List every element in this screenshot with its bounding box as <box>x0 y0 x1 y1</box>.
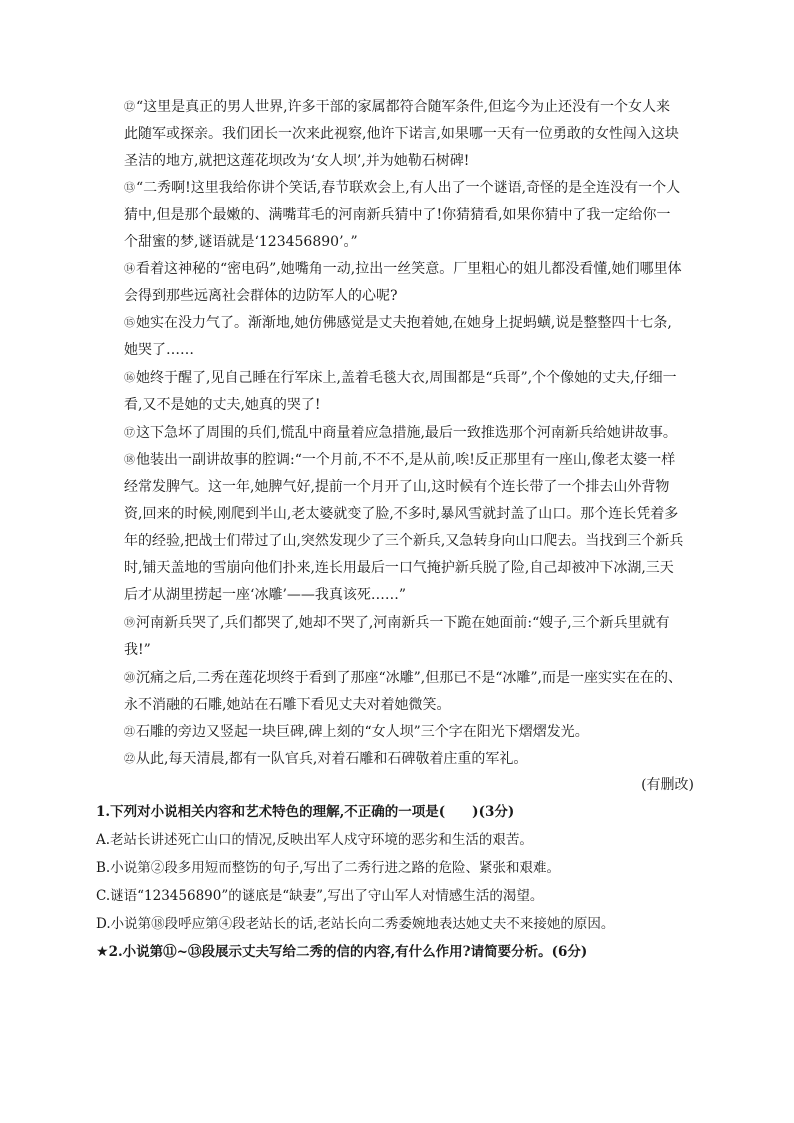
paragraph-12 <box>124 93 684 175</box>
paragraph-13 <box>124 174 684 256</box>
question-2-stem <box>96 940 696 964</box>
question-2-text: 2.小说第⑪~⑬段展示丈夫写给二秀的信的内容,有什么作用?请简要分析。(6分) <box>108 944 588 960</box>
paragraph-number: ㉑ <box>124 725 135 738</box>
paragraph-20 <box>124 664 684 719</box>
paragraph-text: “这里是真正的男人世界,许多干部的家属都符合随军条件,但迄今为止还没有一个女人来此随军或探亲。我们团长一次来此视察,他许下诺言,如果哪一天有一位勇敢的女性闯入这块圣洁的地方,就把这莲花坝改为‘女人坝’,并为她勒石树碑! <box>124 99 679 169</box>
paragraph-text: 沉痛之后,二秀在莲花坝终于看到了那座“冰雕”,但那已不是“冰雕”,而是一座实实在在的、永不消融的石雕,她站在石雕下看见丈夫对着她微笑。 <box>124 670 682 713</box>
star-icon: ★ <box>96 944 109 960</box>
paragraph-22 <box>124 745 684 773</box>
paragraph-number: ⑭ <box>124 262 135 275</box>
paragraph-number: ⑮ <box>124 316 135 329</box>
paragraph-number: ⑳ <box>124 671 135 684</box>
paragraph-number: ㉒ <box>124 752 135 765</box>
paragraph-text: 她终于醒了,见自己睡在行军床上,盖着毛毯大衣,周围都是“兵哥”,个个像她的丈夫,仔细一看,又不是她的丈夫,她真的哭了! <box>124 370 677 413</box>
paragraph-15 <box>124 309 684 364</box>
question-1-option-a: A.老站长讲述死亡山口的情况,反映出军人戍守环境的恶劣和生活的艰苦。 <box>96 832 533 848</box>
paragraph-17 <box>124 419 684 447</box>
paragraph-number: ⑫ <box>124 100 135 113</box>
paragraph-text: 河南新兵哭了,兵们都哭了,她却不哭了,河南新兵一下跪在她面前:“嫂子,三个新兵里就有我!” <box>124 615 670 658</box>
paragraph-19 <box>124 609 684 664</box>
question-1-option-b: B.小说第②段多用短而整饬的句子,写出了二秀行进之路的危险、紧张和艰难。 <box>96 860 561 876</box>
question-1-option-c: C.谜语“123456890”的谜底是“缺妻”,写出了守山军人对情感生活的渴望。 <box>96 888 544 904</box>
paragraph-text: “二秀啊!这里我给你讲个笑话,春节联欢会上,有人出了一个谜语,奇怪的是全连没有一个人猜中,但是那个最嫩的、满嘴茸毛的河南新兵猜中了!你猜猜看,如果你猜中了我一定给你一个甜蜜的梦,谜语就是‘123456890’。” <box>124 180 681 250</box>
paragraph-number: ⑱ <box>124 453 135 466</box>
paragraph-18 <box>124 446 684 609</box>
source-note: (有删改) <box>641 777 694 793</box>
paragraph-text: 从此,每天清晨,都有一队官兵,对着石雕和石碑敬着庄重的军礼。 <box>136 751 528 767</box>
paragraph-number: ⑲ <box>124 616 135 629</box>
question-1-option-d: D.小说第⑱段呼应第④段老站长的话,老站长向二秀委婉地表达她丈夫不来接她的原因。 <box>96 916 615 932</box>
paragraph-16 <box>124 364 684 419</box>
paragraph-text: 这下急坏了周围的兵们,慌乱中商量着应急措施,最后一致推选那个河南新兵给她讲故事。 <box>136 425 677 441</box>
paragraph-number: ⑯ <box>124 371 135 384</box>
question-1-stem <box>96 800 696 824</box>
paragraph-text: 她实在没力气了。渐渐地,她仿佛感觉是丈夫抱着她,在她身上捉蚂蟥,说是整整四十七条,她哭了…… <box>124 315 672 358</box>
paragraph-number: ⑰ <box>124 426 135 439</box>
question-1-text: 1.下列对小说相关内容和艺术特色的理解,不正确的一项是( )(3分) <box>96 804 515 820</box>
paragraph-text: 他装出一副讲故事的腔调:“一个月前,不不不,是从前,唉!反正那里有一座山,像老太婆一样经常发脾气。这一年,她脾气好,提前一个月开了山,这时候有个连长带了一个排去山外背物资,回来的时候,刚爬到半山,老太婆就变了脸,不多时,暴风雪就封盖了山口。那个连长凭着多年的经验,把战士们带过了山,突然发现少了三个新兵,又急转身向山口爬去。当找到三个新兵时,铺天盖地的雪崩向他们扑来,连长用最后一口气掩护新兵脱了险,自己却被冲下冰湖,三天后才从湖里捞起一座‘冰雕’——我真该死……” <box>124 452 684 603</box>
paragraph-number: ⑬ <box>124 181 135 194</box>
paragraph-text: 石雕的旁边又竖起一块巨碑,碑上刻的“女人坝”三个字在阳光下熠熠发光。 <box>136 724 589 740</box>
paragraph-14 <box>124 255 684 310</box>
paragraph-21 <box>124 718 684 746</box>
paragraph-text: 看着这神秘的“密电码”,她嘴角一动,拉出一丝笑意。厂里粗心的姐儿都没看懂,她们哪里体会得到那些远离社会群体的边防军人的心呢? <box>124 261 682 304</box>
